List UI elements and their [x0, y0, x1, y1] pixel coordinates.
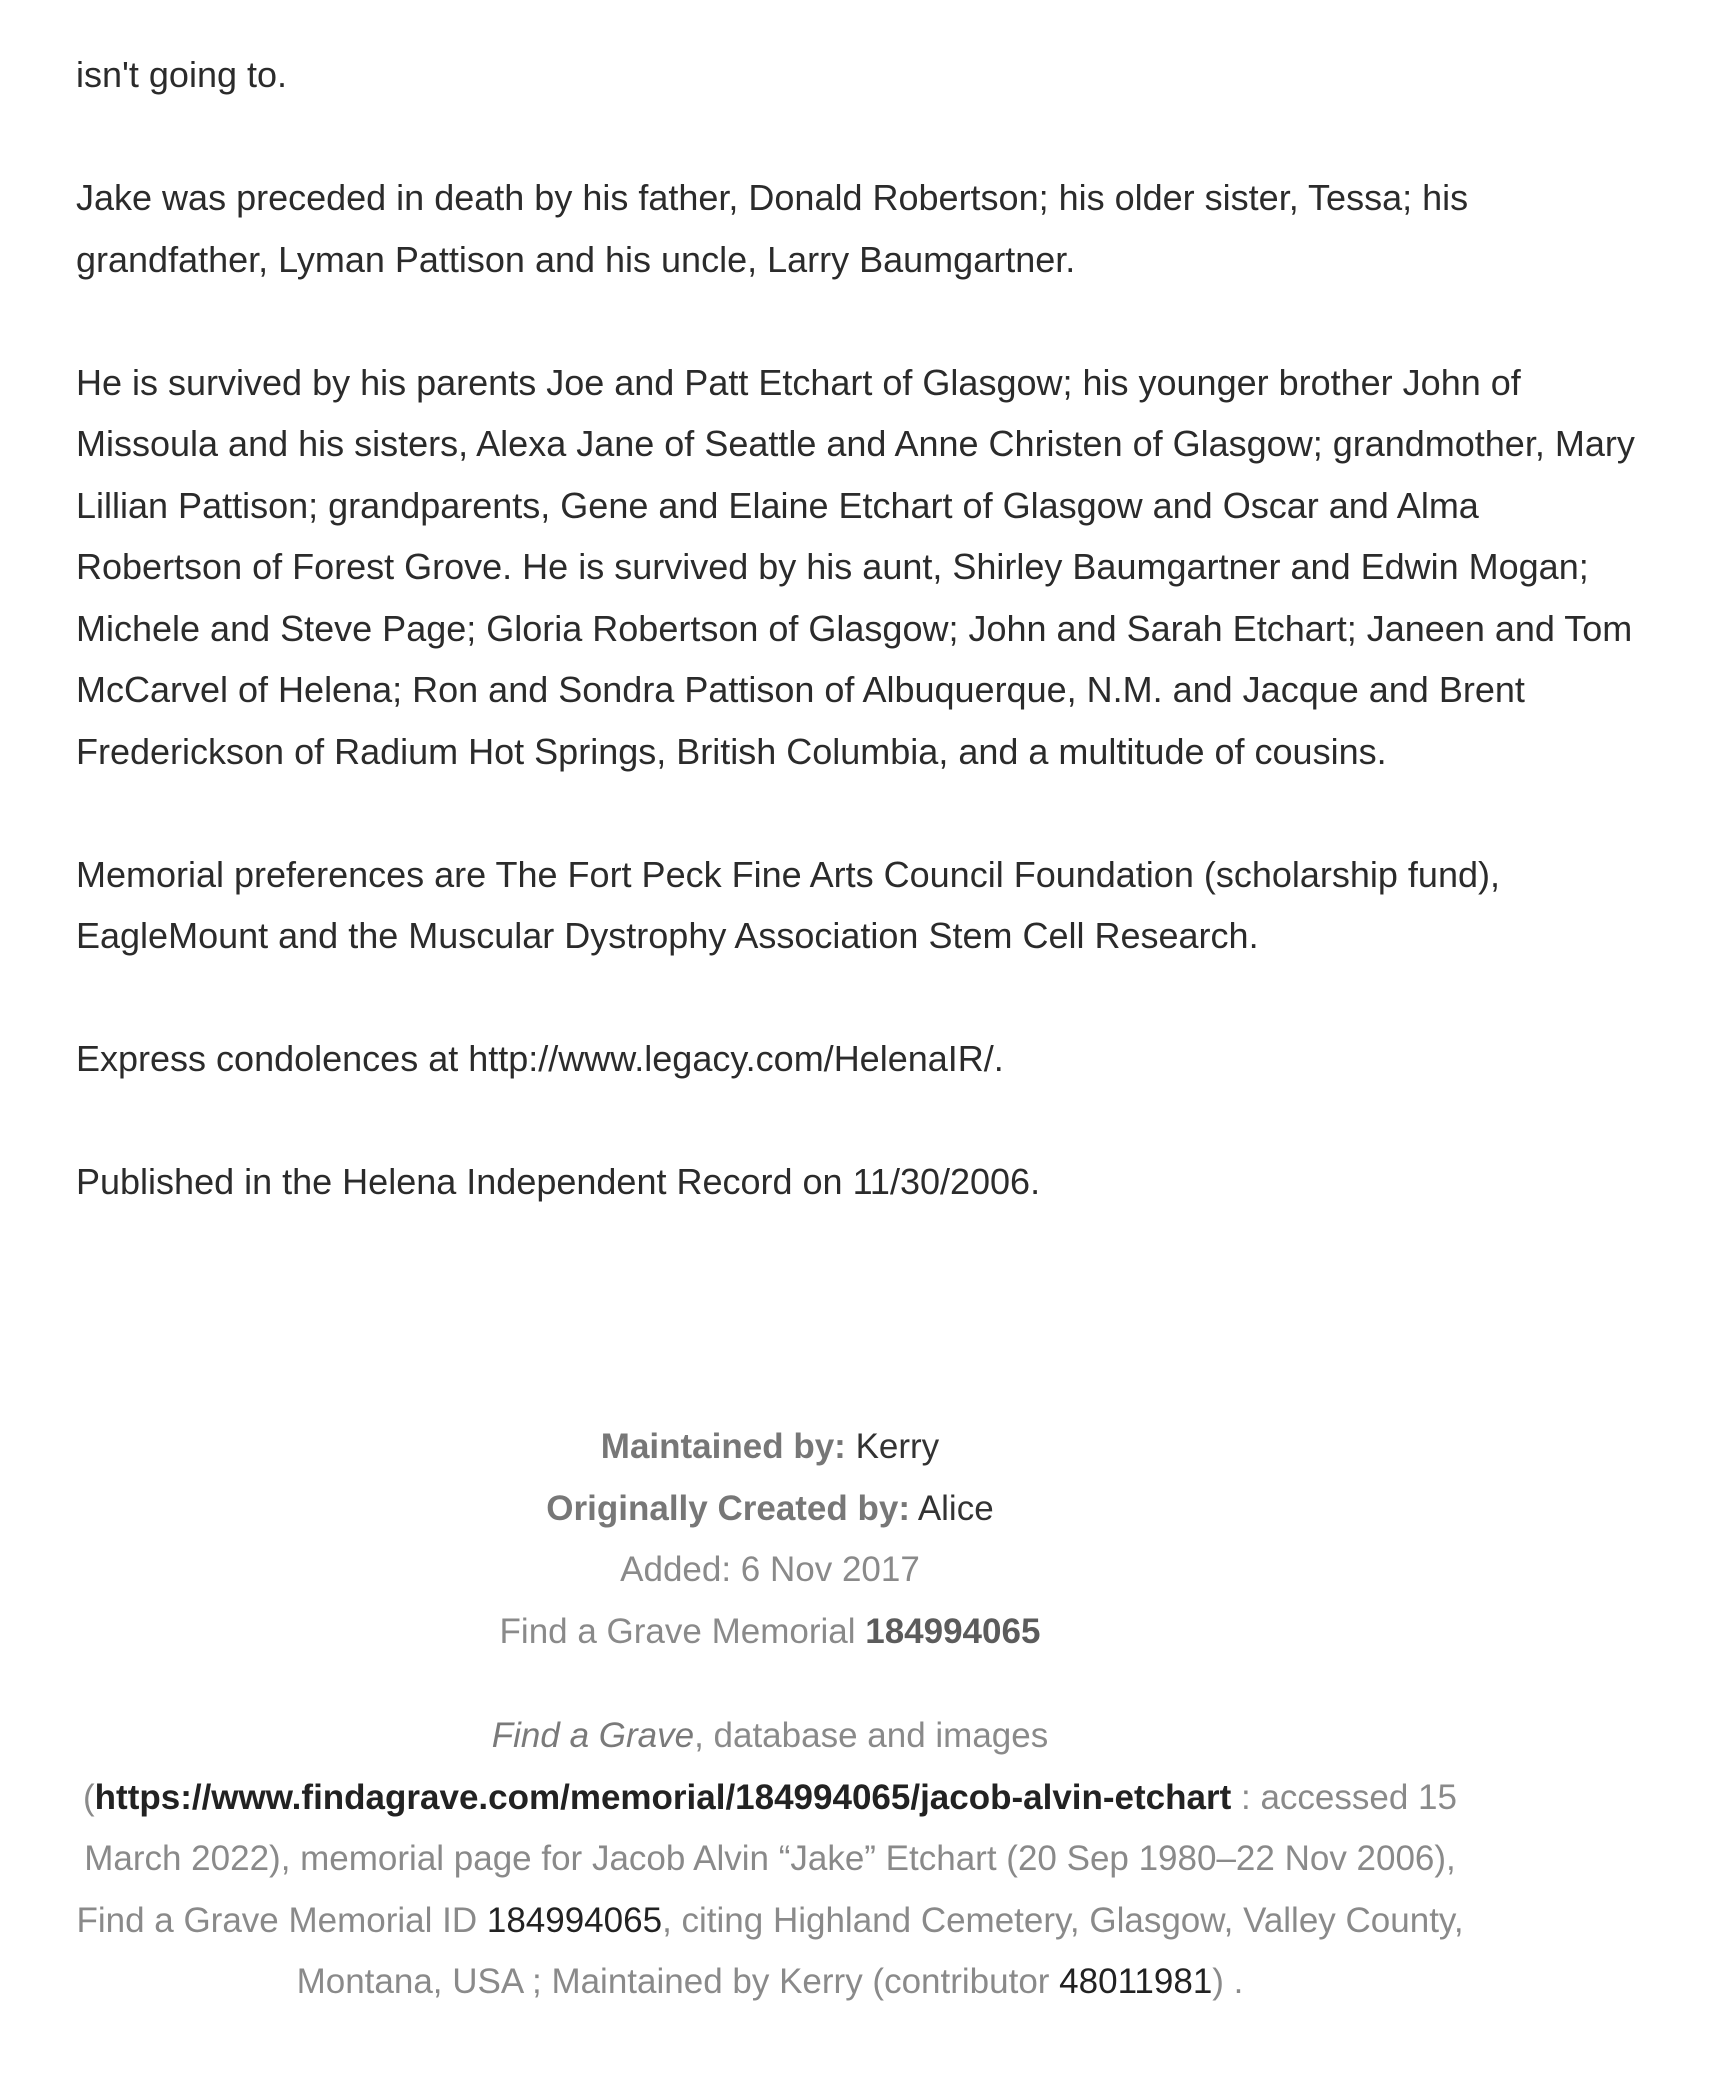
maintained-by-row — [0, 1416, 1540, 1478]
citation-memorial-id: 184994065 — [486, 1900, 663, 1940]
obituary-paragraph-published: Published in the Helena Independent Record on 11/30/2006. — [76, 1161, 1041, 1202]
citation-line-4 — [20, 1890, 1520, 1952]
citation-id-label: Find a Grave Memorial ID — [76, 1900, 487, 1940]
maintained-by-label: Maintained by: — [600, 1427, 846, 1466]
obituary-paragraph-preceded: Jake was preceded in death by his father, Donald Robertson; his older sister, Tessa; his grandfather, Lyman Pattison and his uncle, Larry Baumgartner. — [76, 177, 1469, 280]
obituary-text — [76, 44, 1636, 1274]
citation-url-link[interactable]: https://www.findagrave.com/memorial/184994065/jacob-alvin-etchart — [94, 1777, 1232, 1817]
citation-accessed: : accessed 15 — [1231, 1777, 1457, 1817]
created-by-row — [0, 1478, 1540, 1540]
citation-block — [20, 1705, 1520, 2013]
memorial-id-row — [0, 1601, 1540, 1663]
citation-line-1 — [20, 1705, 1520, 1767]
created-by-label: Originally Created by: — [546, 1488, 911, 1528]
citation-site-name: Find a Grave — [491, 1716, 695, 1755]
created-by-value[interactable]: Alice — [917, 1488, 994, 1528]
obituary-paragraph-memorials: Memorial preferences are The Fort Peck Fine Arts Council Foundation (scholarship fund), EagleMount and the Muscular Dystrophy Association Stem Cell Research. — [76, 853, 1500, 956]
citation-location: Montana, USA ; Maintained by Kerry (contributor — [296, 1962, 1060, 2001]
maintained-by-value[interactable]: Kerry — [855, 1427, 940, 1466]
citation-line-3: March 2022), memorial page for Jacob Alvin “Jake” Etchart (20 Sep 1980–22 Nov 2006), — [84, 1839, 1456, 1878]
memorial-id-value: 184994065 — [865, 1611, 1041, 1651]
citation-citing: , citing Highland Cemetery, Glasgow, Valley County, — [662, 1900, 1464, 1940]
memorial-info — [0, 1416, 1540, 1662]
citation-line-2 — [20, 1767, 1520, 1829]
citation-after-site: , database and images — [694, 1716, 1049, 1755]
memorial-id-label: Find a Grave Memorial — [499, 1611, 856, 1651]
citation-closing: ) . — [1212, 1962, 1244, 2001]
obituary-paragraph-closing: isn't going to. — [76, 54, 288, 95]
citation-open-paren: ( — [83, 1777, 95, 1817]
obituary-paragraph-survived: He is survived by his parents Joe and Patt Etchart of Glasgow; his younger brother John of Missoula and his sisters, Alexa Jane of Seattle and Anne Christen of Glasgow; grandmother, Mary Lillian Pattison; grandparents, Gene and Elaine Etchart of Glasgow and Oscar and Alma Robertson of Forest Grove. He is survived by his aunt, Shirley Baumgartner and Edwin Mogan; Michele and Steve Page; Gloria Robertson of Glasgow; John and Sarah Etchart; Janeen and Tom McCarvel of Helena; Ron and Sondra Pattison of Albuquerque, N.M. and Jacque and Brent Frederickson of Radium Hot Springs, British Columbia, and a multitude of cousins. — [76, 361, 1635, 772]
obituary-paragraph-condolences: Express condolences at http://www.legacy.com/HelenaIR/. — [76, 1038, 1004, 1079]
citation-contributor-id[interactable]: 48011981 — [1059, 1962, 1213, 2001]
added-date: Added: 6 Nov 2017 — [620, 1550, 920, 1589]
citation-line-5 — [20, 1951, 1520, 2013]
